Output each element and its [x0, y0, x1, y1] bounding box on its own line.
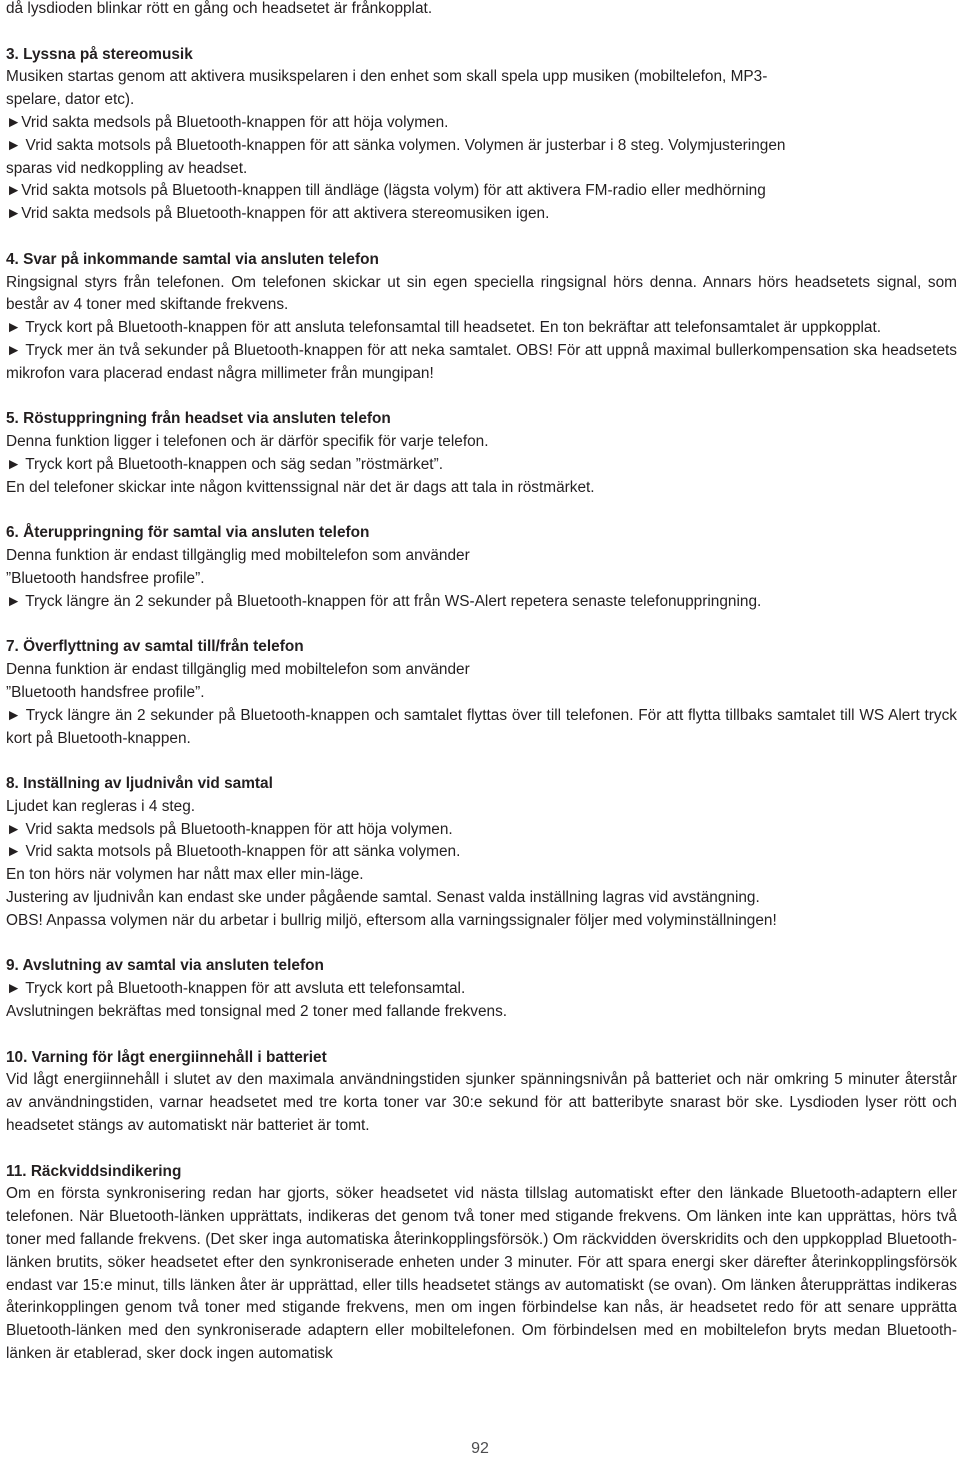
- text-line: Ljudet kan regleras i 4 steg.: [6, 797, 196, 815]
- manual-page: [6, 0, 957, 1389]
- text-line: Avslutningen bekräftas med tonsignal med 2 toner med fallande frekvens.: [6, 1003, 508, 1021]
- section-redial: [6, 522, 957, 613]
- text-line: ► Vrid sakta motsols på Bluetooth-knappen för att sänka volymen. Volymen är justerbar i 8 steg. Volymjusteringen: [6, 136, 786, 154]
- text-line: Musiken startas genom att aktivera musikspelaren i den enhet som skall spela upp musiken (mobiltelefon, MP3-: [6, 68, 768, 86]
- section-range-indication: [6, 1161, 957, 1366]
- text-line: ►Vrid sakta medsols på Bluetooth-knappen för att höja volymen.: [6, 113, 449, 131]
- paragraph: Om en första synkronisering redan har gjorts, söker headsetet vid nästa tillslag automatiskt efter den länkade Bluetooth-adaptern eller telefonen. När Bluetooth-länken upprättats, indikeras det genom två toner med stigande frekvens. Om länken inte kan upprättas, hörs två toner med fallande frekvens. (Det sker inga automatiska återinkopplingsförsök.) Om räckvidden överskridits och den uppkopplad Bluetooth-länken brutits, söker headsetet efter den synkroniserade enheten under 3 minuter. För att spara energi sker därefter återinkopplingsförsök endast var 15:e minut, tills länken åter är upprättad, eller tills headsetet stängs av automatiskt (se ovan). Om länken återupprättas indikeras återinkopplingen genom två toner med stigande frekvens, men om ingen förbindelse kan nås, är headsetet redo för att senare upprätta Bluetooth-länken med den synkroniserade adaptern eller mobiltelefonen. Om förbindelsen med en mobiltelefon bryts medan Bluetooth-länken är etablerad, sker dock ingen automatisk: [6, 1185, 957, 1363]
- text-line: ”Bluetooth handsfree profile”.: [6, 683, 205, 701]
- text-line: Justering av ljudnivån kan endast ske under pågående samtal. Senast valda inställning lagras vid avstängning.: [6, 889, 760, 907]
- text-line: Denna funktion ligger i telefonen och är därför specifik för varje telefon.: [6, 433, 489, 451]
- section-heading: 9. Avslutning av samtal via ansluten telefon: [6, 957, 324, 975]
- section-heading: 7. Överflyttning av samtal till/från telefon: [6, 638, 304, 656]
- section-heading: 10. Varning för lågt energiinnehåll i batteriet: [6, 1048, 327, 1066]
- text-line: ► Vrid sakta medsols på Bluetooth-knappen för att höja volymen.: [6, 820, 453, 838]
- section-incoming-call: [6, 249, 957, 386]
- text-line: ► Tryck längre än 2 sekunder på Bluetooth-knappen för att från WS-Alert repetera senaste telefonuppringning.: [6, 592, 762, 610]
- section-voice-dialing: [6, 408, 957, 499]
- text-line: ►Vrid sakta motsols på Bluetooth-knappen till ändläge (lägsta volym) för att aktivera FM-radio eller medhörning: [6, 182, 766, 200]
- paragraph: ► Tryck längre än 2 sekunder på Bluetooth-knappen och samtalet flyttas över till telefonen. För att flytta tillbaks samtalet till WS Alert tryck kort på Bluetooth-knappen.: [6, 706, 957, 747]
- section-call-volume: [6, 773, 957, 933]
- paragraph: ► Tryck kort på Bluetooth-knappen för att ansluta telefonsamtal till headsetet. En ton bekräftar att telefonsamtalet är uppkopplat.: [6, 319, 882, 337]
- intro-section: [6, 0, 957, 21]
- text-line: ► Vrid sakta motsols på Bluetooth-knappen för att sänka volymen.: [6, 843, 461, 861]
- section-call-transfer: [6, 636, 957, 750]
- text-line: ►Vrid sakta medsols på Bluetooth-knappen för att aktivera stereomusiken igen.: [6, 205, 550, 223]
- section-end-call: [6, 955, 957, 1023]
- section-heading: 5. Röstuppringning från headset via ansluten telefon: [6, 410, 391, 428]
- section-low-battery: [6, 1047, 957, 1138]
- text-line: ”Bluetooth handsfree profile”.: [6, 569, 205, 587]
- page-number: 92: [471, 1440, 489, 1457]
- section-heading: 3. Lyssna på stereomusik: [6, 45, 193, 63]
- text-line: En ton hörs när volymen har nått max eller min-läge.: [6, 866, 364, 884]
- text-line: ► Tryck kort på Bluetooth-knappen för att avsluta ett telefonsamtal.: [6, 980, 466, 998]
- section-heading: 11. Räckviddsindikering: [6, 1162, 182, 1180]
- text-line: spelare, dator etc).: [6, 91, 135, 109]
- text-line: sparas vid nedkoppling av headset.: [6, 159, 248, 177]
- paragraph: Ringsignal styrs från telefonen. Om telefonen skickar ut sin egen speciella ringsignal hörs denna. Annars hörs headsetets signal, som består av 4 toner med skiftande frekvens.: [6, 273, 957, 314]
- section-stereo-music: [6, 44, 957, 226]
- text-line: Denna funktion är endast tillgänglig med mobiltelefon som använder: [6, 547, 470, 565]
- text-line: Denna funktion är endast tillgänglig med mobiltelefon som använder: [6, 661, 470, 679]
- text-line: ► Tryck kort på Bluetooth-knappen och säg sedan ”röstmärket”.: [6, 455, 443, 473]
- section-heading: 6. Återuppringning för samtal via ansluten telefon: [6, 524, 370, 542]
- text-line: OBS! Anpassa volymen när du arbetar i bullrig miljö, eftersom alla varningssignaler följer med volyminställningen!: [6, 911, 777, 929]
- section-heading: 8. Inställning av ljudnivån vid samtal: [6, 775, 273, 793]
- text-line: En del telefoner skickar inte någon kvittenssignal när det är dags att tala in röstmärket.: [6, 478, 595, 496]
- paragraph: Vid lågt energiinnehåll i slutet av den maximala användningstiden sjunker spänningsnivån på batteriet och när omkring 5 minuter återstår av användningstiden, varnar headsetet med tre korta toner var 30:e sekund för att batteribyte snarast bör ske. Lysdioden lyser rött och headsetet stängs av automatiskt när batteriet är tomt.: [6, 1071, 957, 1135]
- section-heading: 4. Svar på inkommande samtal via ansluten telefon: [6, 250, 379, 268]
- intro-text: då lysdioden blinkar rött en gång och headsetet är frånkopplat.: [6, 0, 433, 17]
- paragraph: ► Tryck mer än två sekunder på Bluetooth-knappen för att neka samtalet. OBS! För att uppnå maximal bullerkompensation ska headsetets mikrofon vara placerad endast några millimeter från mungipan!: [6, 341, 957, 382]
